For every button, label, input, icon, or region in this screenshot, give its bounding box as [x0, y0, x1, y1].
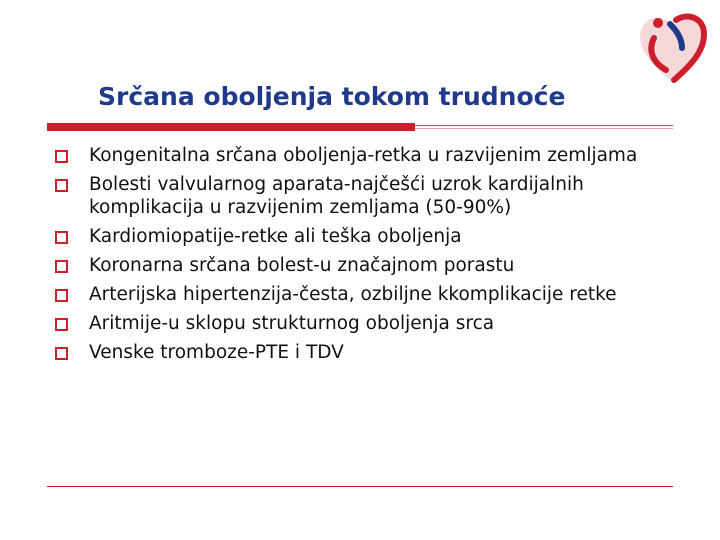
bullet-text: Kardiomiopatije-retke ali teška oboljenja	[89, 226, 462, 247]
slide-title: Srčana oboljenja tokom trudnoće	[98, 82, 566, 111]
list-item	[55, 141, 695, 170]
bullet-text: Bolesti valvularnog aparata-najčešći uzrok kardijalnih komplikacija u razvijenim zemljama (50-90%)	[89, 174, 584, 218]
title-underline-bar	[47, 123, 415, 131]
bullet-text: Venske tromboze-PTE i TDV	[89, 342, 344, 363]
list-item	[55, 222, 695, 251]
bullet-text: Aritmije-u sklopu strukturnog oboljenja srca	[89, 313, 495, 334]
square-bullet-icon	[55, 347, 68, 360]
bullet-text: Arterijska hipertenzija-česta, ozbiljne kkomplikacije retke	[89, 284, 617, 305]
list-item	[55, 251, 695, 280]
list-item	[55, 170, 695, 222]
list-item	[55, 280, 695, 309]
bullet-text: Koronarna srčana bolest-u značajnom porastu	[89, 255, 515, 276]
square-bullet-icon	[55, 318, 68, 331]
square-bullet-icon	[55, 150, 68, 163]
square-bullet-icon	[55, 289, 68, 302]
footer-divider	[47, 486, 673, 487]
heart-logo-icon	[636, 8, 710, 88]
square-bullet-icon	[55, 231, 68, 244]
square-bullet-icon	[55, 179, 68, 192]
bullet-list	[55, 141, 695, 367]
list-item	[55, 338, 695, 367]
title-underline-thin	[415, 125, 673, 126]
bullet-text: Kongenitalna srčana oboljenja-retka u razvijenim zemljama	[89, 145, 638, 166]
list-item	[55, 309, 695, 338]
square-bullet-icon	[55, 260, 68, 273]
title-underline-thin-2	[415, 128, 673, 129]
